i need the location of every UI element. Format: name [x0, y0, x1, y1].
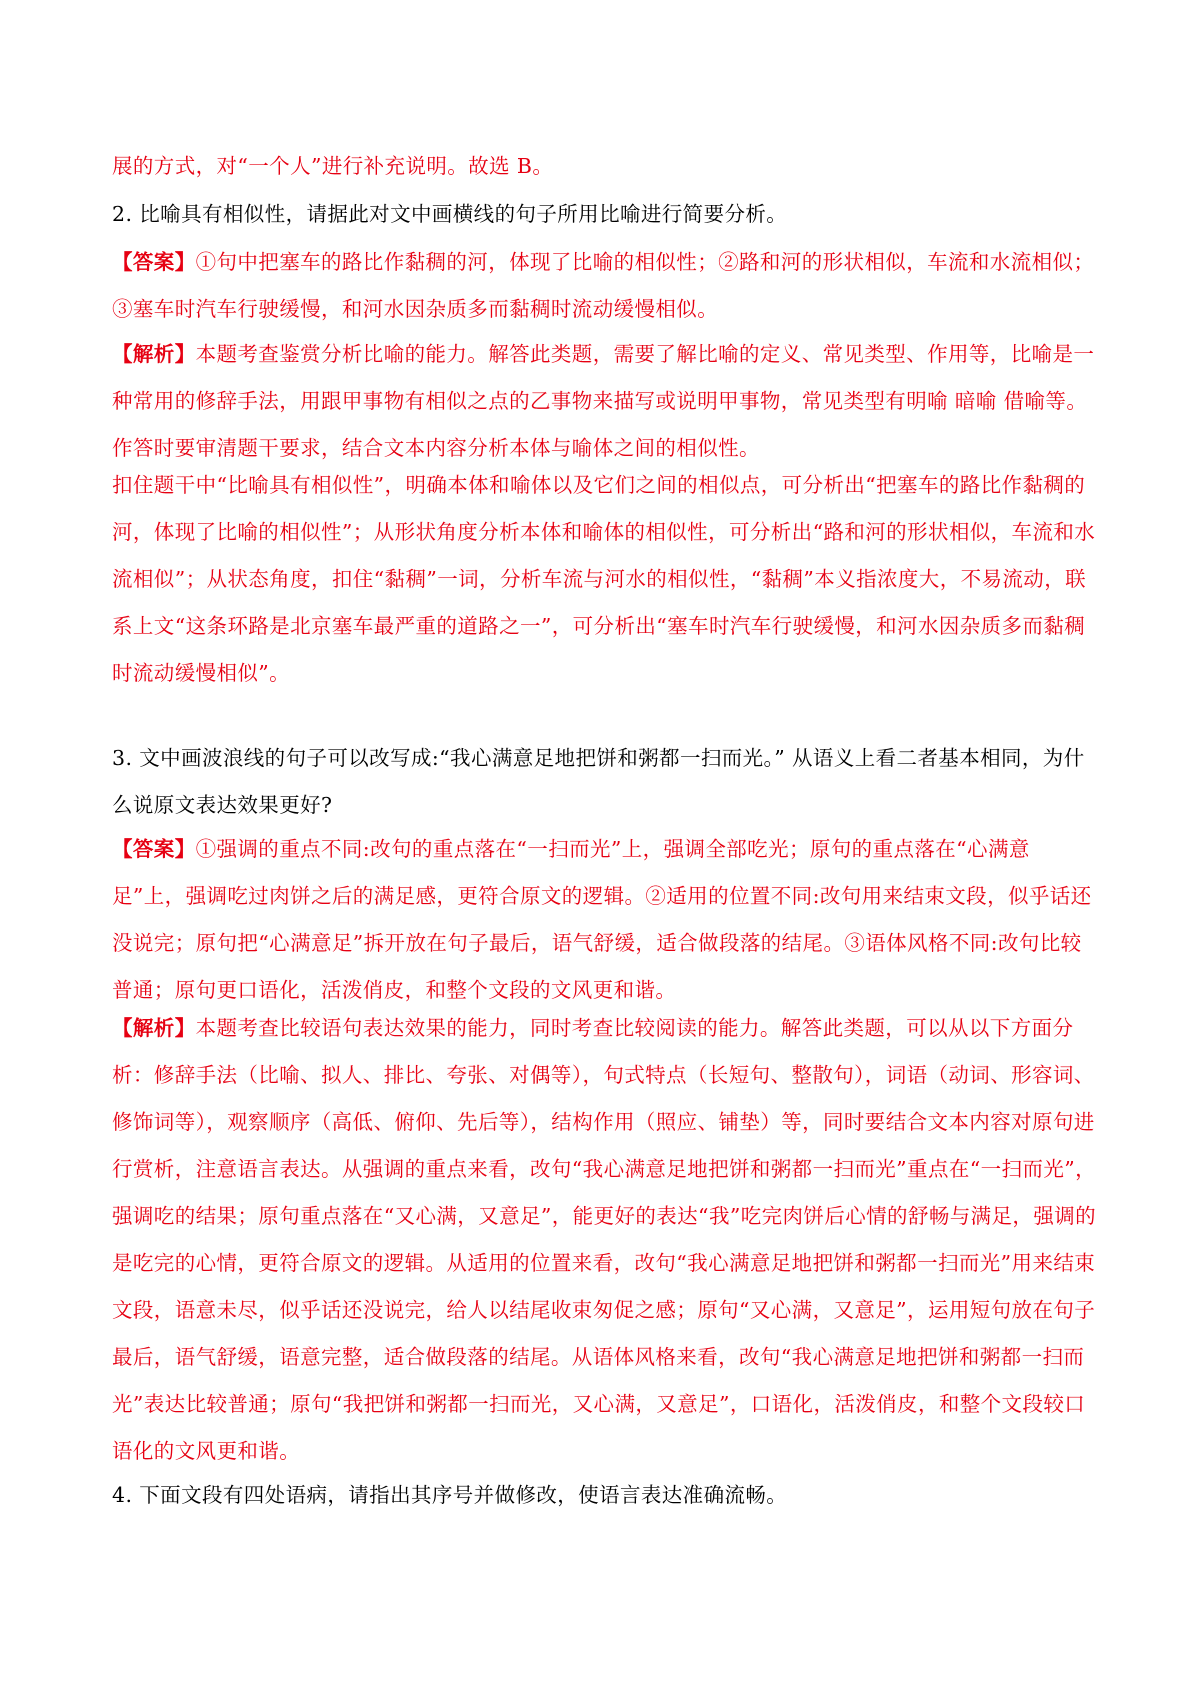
answer-text: ①句中把塞车的路比作黏稠的河，体现了比喻的相似性；②路和河的形状相似，车流和水流相似；③塞车时汽车行驶缓慢，和河水因杂质多而黏稠时流动缓慢相似。	[112, 250, 1095, 321]
answer-continuation-line: 展的方式，对“一个人”进行补充说明。故选 B。	[112, 154, 554, 178]
question-3-analysis	[112, 1005, 1102, 1475]
analysis-tag: 【解析】	[112, 1016, 196, 1040]
answer-text: ①强调的重点不同:改句的重点落在“一扫而光”上，强调全部吃光；原句的重点落在“心满意足”上，强调吃过肉饼之后的满足感，更符合原文的逻辑。②适用的位置不同:改句用来结束文段，似乎话还没说完；原句把“心满意足”拆开放在句子最后，语气舒缓，适合做段落的结尾。③语体风格不同:改句比较普通；原句更口语化，活泼俏皮，和整个文段的文风更和谐。	[112, 837, 1092, 1002]
question-2: 2. 比喻具有相似性，请据此对文中画横线的句子所用比喻进行简要分析。	[112, 202, 788, 226]
question-3: 3. 文中画波浪线的句子可以改写成:“我心满意足地把饼和粥都一扫而光。” 从语义上看二者基本相同，为什么说原文表达效果更好?	[112, 746, 1085, 817]
question-3-answer	[112, 826, 1102, 1014]
question-4: 4. 下面文段有四处语病，请指出其序号并做修改，使语言表达准确流畅。	[112, 1483, 788, 1507]
answer-tag: 【答案】	[112, 250, 196, 274]
question-2-analysis-detail: 扣住题干中“比喻具有相似性”，明确本体和喻体以及它们之间的相似点，可分析出“把塞车的路比作黏稠的河，体现了比喻的相似性”；从形状角度分析本体和喻体的相似性，可分析出“路和河的形状相似，车流和水流相似”；从状态角度，扣住“黏稠”一词，分析车流与河水的相似性，“黏稠”本义指浓度大，不易流动，联系上文“这条环路是北京塞车最严重的道路之一”，可分析出“塞车时汽车行驶缓慢，和河水因杂质多而黏稠时流动缓慢相似”。	[112, 473, 1096, 685]
question-2-analysis	[112, 331, 1102, 472]
analysis-tag: 【解析】	[112, 342, 196, 366]
question-2-answer	[112, 239, 1102, 333]
analysis-text: 本题考查鉴赏分析比喻的能力。解答此类题，需要了解比喻的定义、常见类型、作用等，比喻是一种常用的修辞手法，用跟甲事物有相似之点的乙事物来描写或说明甲事物，常见类型有明喻 暗喻 借喻等。作答时要审清题干要求，结合文本内容分析本体与喻体之间的相似性。	[112, 342, 1095, 460]
answer-tag: 【答案】	[112, 837, 196, 861]
analysis-text: 本题考查比较语句表达效果的能力，同时考查比较阅读的能力。解答此类题，可以从以下方面分析：修辞手法（比喻、拟人、排比、夸张、对偶等），句式特点（长短句、整散句），词语（动词、形容词、修饰词等），观察顺序（高低、俯仰、先后等），结构作用（照应、铺垫）等，同时要结合文本内容对原句进行赏析，注意语言表达。从强调的重点来看，改句“我心满意足地把饼和粥都一扫而光”重点在“一扫而光”，强调吃的结果；原句重点落在“又心满，又意足”，能更好的表达“我”吃完肉饼后心情的舒畅与满足，强调的是吃完的心情，更符合原文的逻辑。从适用的位置来看，改句“我心满意足地把饼和粥都一扫而光”用来结束文段，语意未尽，似乎话还没说完，给人以结尾收束匆促之感；原句“又心满，又意足”，运用短句放在句子最后，语气舒缓，语意完整，适合做段落的结尾。从语体风格来看，改句“我心满意足地把饼和粥都一扫而光”表达比较普通；原句“我把饼和粥都一扫而光，又心满，又意足”，口语化，活泼俏皮，和整个文段较口语化的文风更和谐。	[112, 1016, 1097, 1463]
